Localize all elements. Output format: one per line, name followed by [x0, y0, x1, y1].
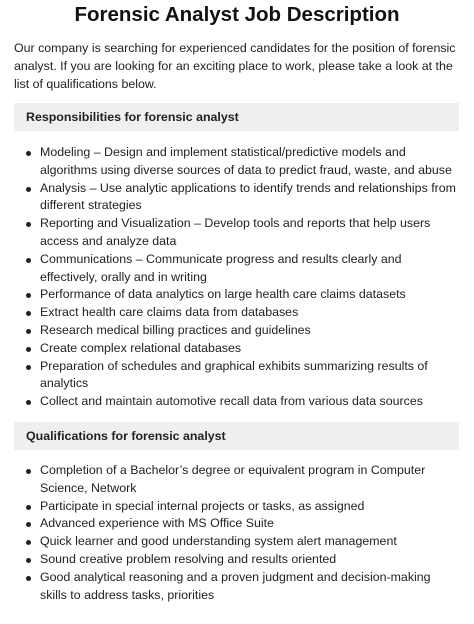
list-item	[22, 569, 458, 605]
list-item-text: Extract health care claims data from databases	[40, 305, 299, 320]
list-item-text: Analysis – Use analytic applications to identify trends and relationships from different strategies	[40, 180, 456, 213]
list-item	[22, 393, 458, 411]
list-item-text: Performance of data analytics on large health care claims datasets	[40, 287, 406, 302]
bullet-icon	[26, 311, 31, 316]
responsibilities-heading: Responsibilities for forensic analyst	[14, 103, 459, 131]
list-item	[22, 498, 458, 516]
responsibilities-list	[22, 144, 458, 411]
bullet-icon	[26, 576, 31, 581]
list-item-text: Completion of a Bachelor’s degree or equivalent program in Computer Science, Network	[40, 463, 426, 495]
list-item-text: Collect and maintain automotive recall data from various data sources	[40, 394, 423, 409]
bullet-icon	[26, 222, 31, 227]
list-item	[22, 515, 458, 533]
bullet-icon	[26, 522, 31, 527]
bullet-icon	[26, 258, 31, 263]
list-item	[22, 251, 458, 287]
list-item	[22, 358, 458, 394]
list-item	[22, 180, 458, 216]
list-item	[22, 286, 458, 304]
list-item	[22, 215, 458, 251]
list-item-text: Good analytical reasoning and a proven judgment and decision-making skills to address tasks, priorities	[40, 569, 431, 602]
bullet-icon	[26, 558, 31, 563]
bullet-icon	[26, 469, 31, 474]
list-item-text: Modeling – Design and implement statistical/predictive models and algorithms using diverse sources of data to predict fraud, waste, and abuse	[40, 145, 452, 177]
bullet-icon	[26, 293, 31, 298]
bullet-icon	[26, 151, 31, 156]
list-item	[22, 533, 458, 551]
list-item-text: Research medical billing practices and guidelines	[40, 322, 311, 337]
qualifications-list	[22, 462, 458, 604]
intro-paragraph: Our company is searching for experienced candidates for the position of forensic analyst. If you are looking for an exciting place to work, please take a look at the list of qualifications below.	[14, 41, 456, 92]
bullet-icon	[26, 187, 31, 192]
page-title: Forensic Analyst Job Description	[74, 3, 400, 26]
list-item-text: Communications – Communicate progress and results clearly and effectively, orally and in writing	[40, 251, 402, 284]
list-item	[22, 551, 458, 569]
bullet-icon	[26, 365, 31, 370]
list-item-text: Sound creative problem resolving and results oriented	[40, 551, 337, 566]
bullet-icon	[26, 540, 31, 545]
bullet-icon	[26, 505, 31, 510]
list-item-text: Create complex relational databases	[40, 340, 242, 355]
bullet-icon	[26, 400, 31, 405]
list-item	[22, 322, 458, 340]
list-item	[22, 340, 458, 358]
list-item-text: Advanced experience with MS Office Suite	[40, 516, 274, 531]
list-item	[22, 304, 458, 322]
list-item	[22, 462, 458, 498]
bullet-icon	[26, 347, 31, 352]
list-item	[22, 144, 458, 180]
list-item-text: Quick learner and good understanding system alert management	[40, 534, 397, 549]
list-item-text: Reporting and Visualization – Develop tools and reports that help users access and analyze data	[40, 216, 431, 248]
list-item-text: Preparation of schedules and graphical exhibits summarizing results of analytics	[40, 358, 428, 391]
list-item-text: Participate in special internal projects or tasks, as assigned	[40, 498, 365, 513]
qualifications-heading: Qualifications for forensic analyst	[14, 422, 459, 450]
bullet-icon	[26, 329, 31, 334]
